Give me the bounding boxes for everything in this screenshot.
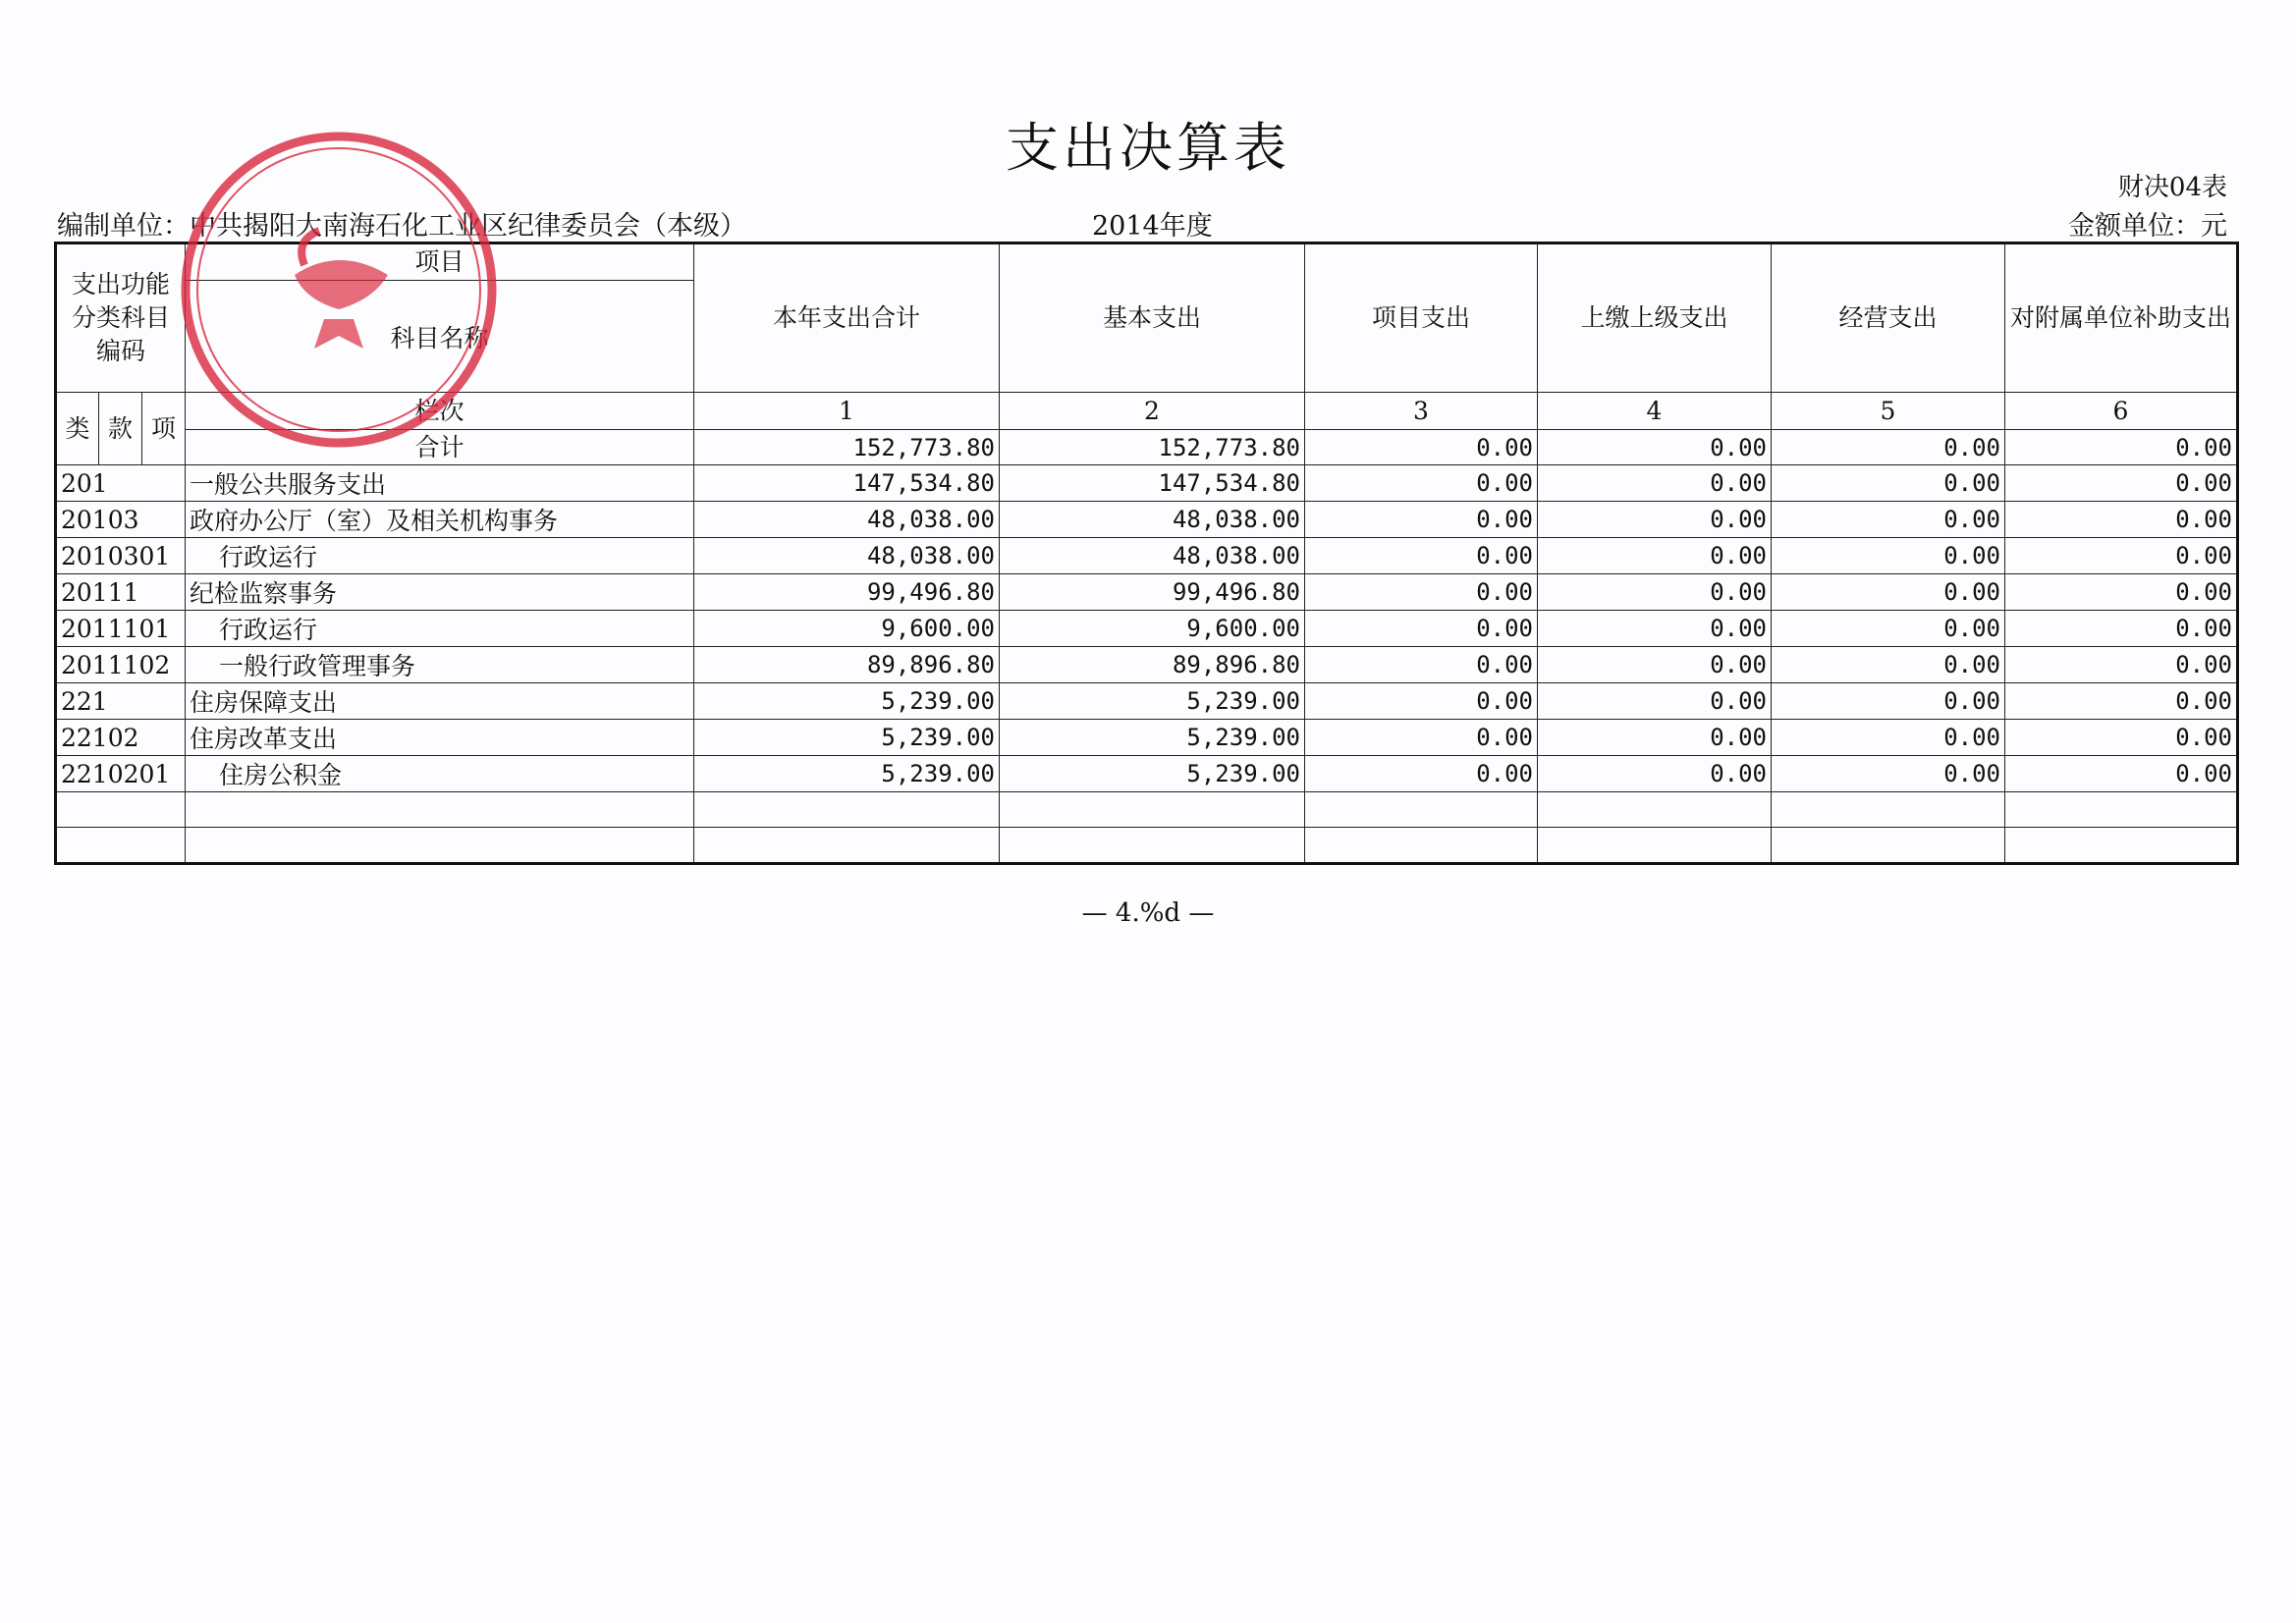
total-value-1: 152,773.80 [694,430,1000,465]
amount-cell-3: 0.00 [1305,683,1538,720]
amount-cell-1: 5,239.00 [694,720,1000,756]
column-number-3: 3 [1305,393,1538,430]
subject-name: 政府办公厅（室）及相关机构事务 [186,502,694,538]
table-row [56,465,2238,502]
column-header-4: 上缴上级支出 [1538,243,1772,393]
amount-cell-6: 0.00 [2005,756,2238,792]
amount-cell-3: 0.00 [1305,647,1538,683]
column-header-6: 对附属单位补助支出 [2005,243,2238,393]
amount-cell-1: 147,534.80 [694,465,1000,502]
amount-cell-3: 0.00 [1305,465,1538,502]
subject-name: 住房保障支出 [186,683,694,720]
subject-code: 2210201 [56,756,186,792]
page-number: — 4.%d — [1081,898,1215,928]
subject-name: 行政运行 [186,611,694,647]
table-row [56,538,2238,574]
empty-row [56,828,2238,864]
empty-cell [1000,792,1305,828]
fiscal-year: 2014年度 [1092,211,1213,242]
column-number-4: 4 [1538,393,1772,430]
total-value-2: 152,773.80 [1000,430,1305,465]
empty-cell [186,792,694,828]
amount-cell-4: 0.00 [1538,611,1772,647]
total-value-5: 0.00 [1772,430,2005,465]
column-index-row [56,393,2238,430]
table-row [56,683,2238,720]
subject-name-header: 科目名称 [390,324,489,352]
amount-cell-6: 0.00 [2005,683,2238,720]
subject-name: 一般公共服务支出 [186,465,694,502]
column-number-1: 1 [694,393,1000,430]
column-index-label: 栏次 [186,393,694,430]
empty-cell [694,792,1000,828]
empty-cell [1305,792,1538,828]
amount-cell-3: 0.00 [1305,756,1538,792]
header-row [56,243,2238,393]
amount-cell-3: 0.00 [1305,502,1538,538]
amount-cell-4: 0.00 [1538,465,1772,502]
subject-code: 2011102 [56,647,186,683]
amount-cell-1: 48,038.00 [694,502,1000,538]
table-row [56,611,2238,647]
amount-cell-5: 0.00 [1772,465,2005,502]
amount-cell-5: 0.00 [1772,611,2005,647]
amount-cell-1: 89,896.80 [694,647,1000,683]
subject-name: 住房公积金 [186,756,694,792]
empty-cell [694,828,1000,864]
money-unit: 金额单位：元 [2068,211,2227,242]
amount-cell-2: 147,534.80 [1000,465,1305,502]
amount-cell-5: 0.00 [1772,647,2005,683]
subject-code: 201 [56,465,186,502]
total-value-6: 0.00 [2005,430,2238,465]
amount-cell-5: 0.00 [1772,574,2005,611]
amount-cell-5: 0.00 [1772,720,2005,756]
empty-cell [56,828,186,864]
amount-cell-1: 5,239.00 [694,683,1000,720]
column-number-6: 6 [2005,393,2238,430]
document-title: 支出决算表 [1006,117,1290,179]
empty-cell [56,792,186,828]
table-row [56,647,2238,683]
table-row [56,756,2238,792]
subject-name: 行政运行 [186,538,694,574]
amount-cell-4: 0.00 [1538,574,1772,611]
lei-header: 类 [56,393,99,465]
empty-cell [1538,792,1772,828]
subject-code: 20103 [56,502,186,538]
item-header: 项目 [414,247,465,276]
amount-cell-5: 0.00 [1772,502,2005,538]
total-label: 合计 [186,430,694,465]
amount-cell-6: 0.00 [2005,720,2238,756]
column-header-2: 基本支出 [1000,243,1305,393]
amount-cell-1: 48,038.00 [694,538,1000,574]
column-number-2: 2 [1000,393,1305,430]
empty-cell [2005,828,2238,864]
amount-cell-5: 0.00 [1772,756,2005,792]
amount-cell-4: 0.00 [1538,756,1772,792]
amount-cell-4: 0.00 [1538,720,1772,756]
column-header-5: 经营支出 [1772,243,2005,393]
amount-cell-5: 0.00 [1772,538,2005,574]
amount-cell-2: 48,038.00 [1000,502,1305,538]
empty-cell [2005,792,2238,828]
subject-name: 纪检监察事务 [186,574,694,611]
compiling-unit: 编制单位：中共揭阳大南海石化工业区纪律委员会（本级） [57,211,746,242]
amount-cell-3: 0.00 [1305,611,1538,647]
empty-cell [1000,828,1305,864]
column-number-5: 5 [1772,393,2005,430]
amount-cell-4: 0.00 [1538,502,1772,538]
amount-cell-4: 0.00 [1538,538,1772,574]
amount-cell-4: 0.00 [1538,683,1772,720]
code-group-header: 支出功能分类科目编码 [56,243,186,393]
total-value-3: 0.00 [1305,430,1538,465]
amount-cell-6: 0.00 [2005,502,2238,538]
amount-cell-2: 89,896.80 [1000,647,1305,683]
subject-name: 一般行政管理事务 [186,647,694,683]
empty-cell [1538,828,1772,864]
amount-cell-2: 5,239.00 [1000,756,1305,792]
table-row [56,574,2238,611]
table-row [56,502,2238,538]
expenditure-table [54,242,2239,865]
amount-cell-4: 0.00 [1538,647,1772,683]
amount-cell-2: 5,239.00 [1000,720,1305,756]
empty-cell [1772,792,2005,828]
amount-cell-1: 5,239.00 [694,756,1000,792]
kuan-header: 款 [99,393,142,465]
amount-cell-2: 99,496.80 [1000,574,1305,611]
subject-code: 20111 [56,574,186,611]
empty-cell [1305,828,1538,864]
amount-cell-1: 99,496.80 [694,574,1000,611]
amount-cell-6: 0.00 [2005,574,2238,611]
total-row [56,430,2238,465]
amount-cell-3: 0.00 [1305,574,1538,611]
form-code: 财决04表 [2117,173,2227,202]
empty-cell [186,828,694,864]
total-value-4: 0.00 [1538,430,1772,465]
amount-cell-2: 5,239.00 [1000,683,1305,720]
subject-name: 住房改革支出 [186,720,694,756]
subject-code: 2010301 [56,538,186,574]
table-row [56,720,2238,756]
amount-cell-1: 9,600.00 [694,611,1000,647]
amount-cell-2: 48,038.00 [1000,538,1305,574]
subject-code: 22102 [56,720,186,756]
subject-code: 221 [56,683,186,720]
item-header-cell [186,243,694,393]
amount-cell-6: 0.00 [2005,538,2238,574]
column-header-3: 项目支出 [1305,243,1538,393]
amount-cell-6: 0.00 [2005,465,2238,502]
amount-cell-3: 0.00 [1305,720,1538,756]
xiang-header: 项 [142,393,186,465]
amount-cell-5: 0.00 [1772,683,2005,720]
amount-cell-3: 0.00 [1305,538,1538,574]
amount-cell-6: 0.00 [2005,611,2238,647]
empty-row [56,792,2238,828]
column-header-1: 本年支出合计 [694,243,1000,393]
empty-cell [1772,828,2005,864]
amount-cell-6: 0.00 [2005,647,2238,683]
amount-cell-2: 9,600.00 [1000,611,1305,647]
subject-code: 2011101 [56,611,186,647]
